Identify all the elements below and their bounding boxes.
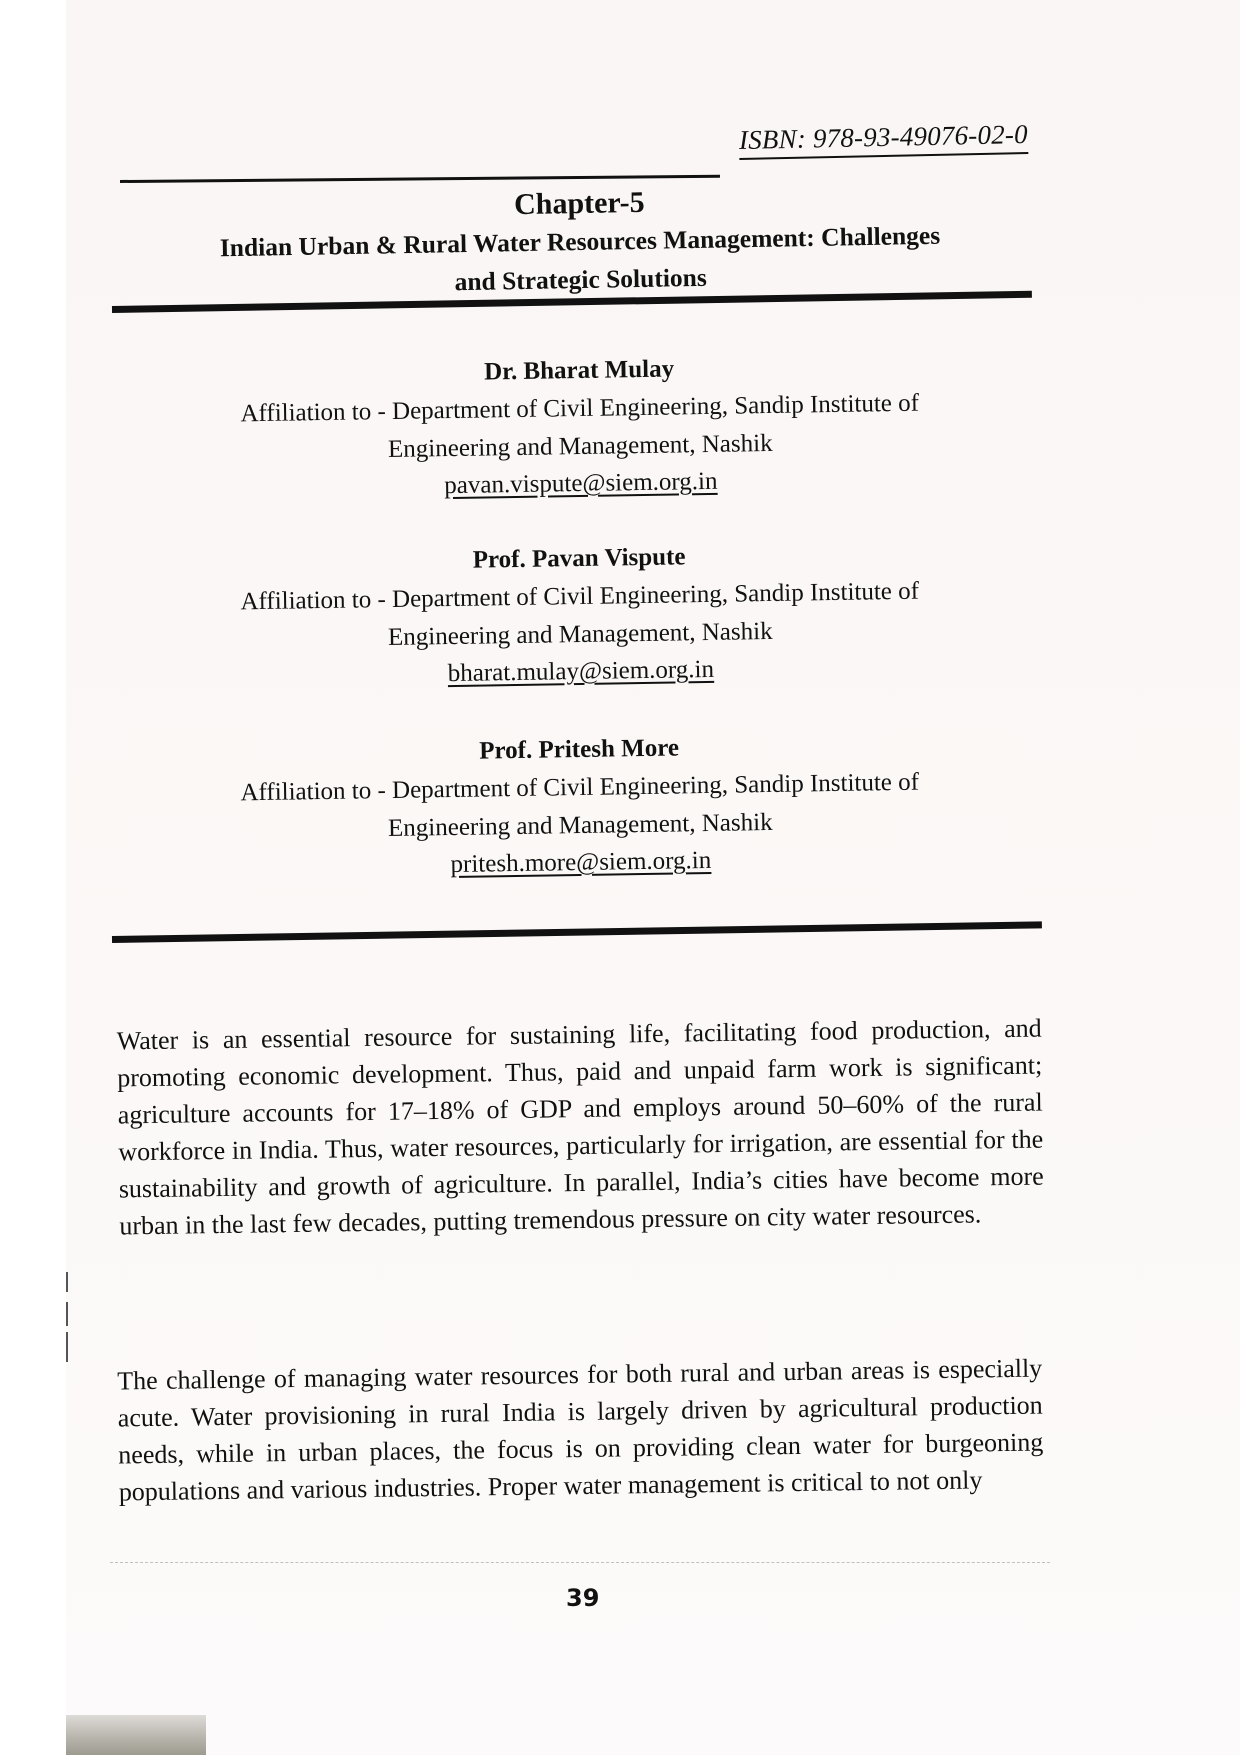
author-email-link[interactable]: pritesh.more@siem.org.in (450, 846, 712, 879)
footer-rule (110, 1562, 1050, 1563)
page-corner-shadow (66, 1715, 206, 1755)
author-email-link[interactable]: bharat.mulay@siem.org.in (447, 655, 715, 688)
author-name: Dr. Bharat Mulay (483, 355, 675, 386)
author-affiliation: Affiliation to - Department of Civil Engineering, Sandip Institute of (240, 389, 920, 428)
chapter-heading (99, 178, 1061, 307)
author-affiliation: Affiliation to - Department of Civil Engineering, Sandip Institute of (240, 577, 920, 616)
margin-mark (66, 1332, 68, 1362)
chapter-title-line-2: and Strategic Solutions (454, 262, 707, 297)
author-name: Prof. Pritesh More (479, 734, 680, 765)
author-block (99, 532, 1061, 697)
author-email-link[interactable]: pavan.vispute@siem.org.in (444, 467, 718, 500)
author-affiliation: Engineering and Management, Nashik (387, 617, 773, 652)
author-block (99, 723, 1061, 888)
margin-mark (66, 1302, 68, 1326)
author-name: Prof. Pavan Vispute (472, 543, 686, 574)
author-affiliation: Engineering and Management, Nashik (387, 808, 773, 843)
chapter-number: Chapter-5 (513, 185, 645, 222)
margin-mark (66, 1272, 68, 1292)
author-affiliation: Engineering and Management, Nashik (387, 429, 773, 464)
chapter-title-line-1: Indian Urban & Rural Water Resources Management: Challenges (219, 220, 941, 263)
scan-margin (0, 0, 66, 1755)
page-number: 39 (566, 1584, 600, 1612)
author-affiliation: Affiliation to - Department of Civil Engineering, Sandip Institute of (240, 768, 920, 807)
body-paragraph: The challenge of managing water resources for both rural and urban areas is especially acute. Water provisioning in rural India is largely driven by agricultural production needs, while in urban places, the focus is on providing clean water for burgeoning populations and various industries. Proper water management is critical to not only (117, 1353, 1044, 1507)
isbn-header: ISBN: 978-93-49076-02-0 (739, 119, 1028, 160)
body-paragraph: Water is an essential resource for sustaining life, facilitating food production, and promoting economic development. Thus, paid and unpaid farm work is significant; agriculture accounts for 17–18% of GDP and employs around 50–60% of the rural workforce in India. Thus, water resources, particularly for irrigation, are essential for the sustainability and growth of agriculture. In parallel, India’s cities have become more urban in the last few decades, putting tremendous pressure on city water resources. (116, 1013, 1044, 1241)
author-block (99, 344, 1061, 509)
